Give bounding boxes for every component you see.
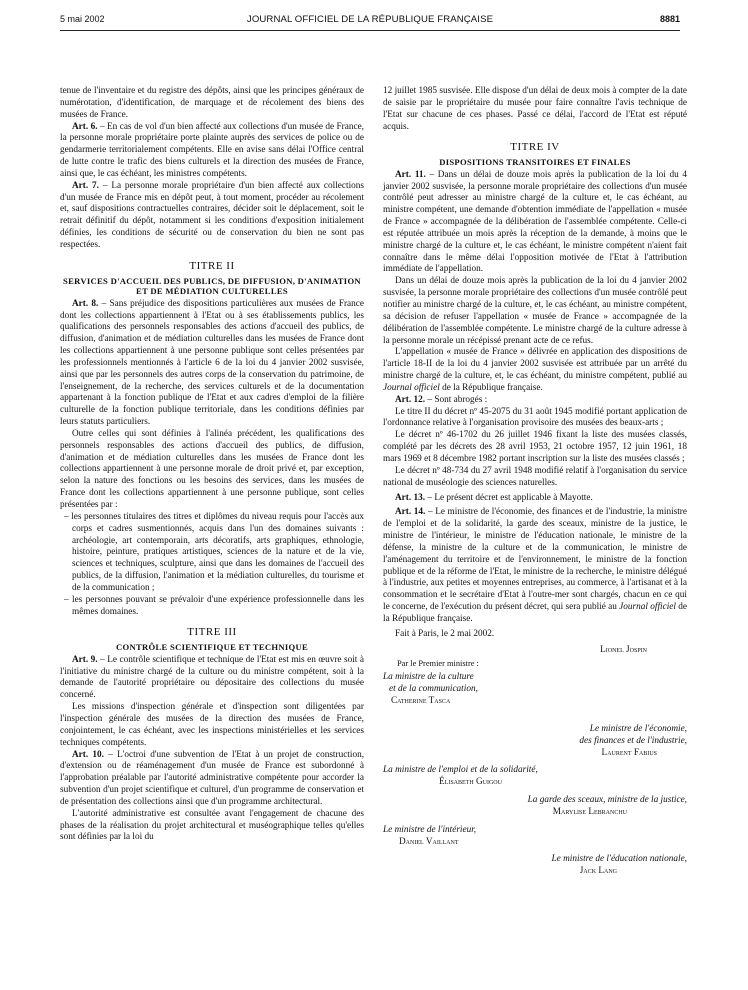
article-14: Art. 14. – Le ministre de l'économie, des finances et de l'industrie, la ministre de l'emploi et de la solidarité, la garde des sceaux, ministre de la justice, le ministre de l'intérieur, le ministre de l'éducation nationale, le ministre de la défense, la ministre de la culture et de la communication, le ministre de l'aménagement du territoire et de l'environnement, le ministre de la fonction publique et de la réforme de l'Etat, le ministre de la recherche, le ministre délégué à l'industrie, aux petites et moyennes entreprises, au commerce, à l'artisanat et à la consommation et le secrétaire d'Etat à l'outre-mer sont chargés, chacun en ce qui le concerne, de l'exécution du présent décret, qui sera publié au Journal officiel de la République française. (383, 507, 687, 624)
article-6: Art. 6. – En cas de vol d'un bien affecté aux collections d'un musée de France, la personne morale propriétaire porte plainte auprès des services de police ou de gendarmerie territorialement compétents. Elle en avise sans délai l'Office central de lutte contre le trafic des biens culturels et la direction des musées de France, ainsi que, le cas échéant, les ministres compétents. (60, 121, 364, 179)
header-title: JOURNAL OFFICIEL DE LA RÉPUBLIQUE FRANÇAISE (246, 14, 494, 25)
title-iii-subtitle: CONTRÔLE SCIENTIFIQUE ET TECHNIQUE (115, 642, 309, 653)
title-iv: TITRE IV (510, 141, 560, 154)
article-13: Art. 13. – Le présent décret est applicable à Mayotte. (395, 492, 593, 503)
paragraph: Le décret nº 46-1702 du 26 juillet 1946 fixant la liste des musées classés, complété par les décrets des 28 avril 1953, 21 octobre 1957, 12 juin 1961, 18 mars 1969 et 8 décembre 1982 portant inscription sur la liste des musées classés ; (383, 430, 687, 464)
header-date: 5 mai 2002 (60, 14, 105, 24)
title-iv-subtitle: DISPOSITIONS TRANSITOIRES ET FINALES (439, 157, 631, 168)
title-ii-subtitle: SERVICES D'ACCUEIL DES PUBLICS, DE DIFFUSION, D'ANIMATION ET DE MÉDIATION CULTURELLES (63, 275, 361, 297)
signature-interior: Le ministre de l'intérieur, Daniel Vaillant (383, 824, 477, 847)
signature-education: Le ministre de l'éducation nationale, Jack Lang (551, 854, 687, 877)
title-iii: TITRE III (187, 626, 237, 639)
paragraph: L'autorité administrative est consultée avant l'engagement de chacune des phases de la réalisation du projet architectural et muséographique telles qu'elles sont définies par la loi du (60, 808, 364, 843)
signature-prime-minister: Lionel Jospin (600, 644, 647, 655)
article-8: Art. 8. – Sans préjudice des dispositions particulières aux musées de France dont les collections appartiennent à l'Etat ou à ses établissements publics, les qualifications des personnels responsables des actions d'accueil des publics, de diffusion, d'animation et de médiation culturelles dans les musées de France dont les collections appartiennent à une personne publique sont celles présentées par les professionnels mentionnés à l'article 6 de la loi du 4 janvier 2002 susvisée, ainsi que par les personnels des autres corps de la conservation du patrimoine, de l'enseignement, de la recherche, des services culturels et de la documentation appartenant à la fonction publique de l'Etat et aux cadres d'emploi de la filière culturelle de la fonction publique territoriale, dans les conditions définies par leurs statuts particuliers. (60, 298, 364, 428)
paragraph: tenue de l'inventaire et du registre des dépôts, ainsi que les principes généraux de numérotation, d'identification, de marquage et de récolement des biens des musées de France. (60, 86, 364, 120)
list-item: – les personnes pouvant se prévaloir d'une expérience professionnelle dans les mêmes domaines. (64, 594, 364, 617)
article-9: Art. 9. – Le contrôle scientifique et technique de l'Etat est mis en œuvre soit à l'initiative du ministre chargé de la culture ou du ministre compétent, soit à la demande de l'autorité propriétaire ou dépositaire des collections du musée concerné. (60, 654, 364, 701)
signature-economy: Le ministre de l'économie, des finances et de l'industrie, Laurent Fabius (579, 723, 687, 758)
paragraph: 12 juillet 1985 susvisée. Elle dispose d'un délai de deux mois à compter de la date de saisie par le propriétaire du musée pour faire connaître l'avis technique de l'Etat sur chacune de ces phases. Passé ce délai, l'accord de l'Etat est réputé acquis. (383, 86, 687, 132)
article-12: Art. 12. – Sont abrogés : (395, 394, 488, 405)
paragraph: Outre celles qui sont définies à l'alinéa précédent, les qualifications des personnels responsables des actions d'accueil des publics, de diffusion, d'animation et de médiation culturelles dans les musées de France dont les collections appartiennent à une personne morale de droit privé et, par exception, selon la nature des fonctions ou les besoins des services, dans les musées de France dont les collections appartiennent à une personne publique, sont celles présentées par : (60, 428, 364, 510)
article-10: Art. 10. – L'octroi d'une subvention de l'Etat à un projet de construction, d'extension ou de réaménagement d'un musée de France est subordonné à l'approbation préalable par l'autorité administrative compétente pour accorder la subvention d'un projet scientifique et culturel, d'un programme de conservation et de présentation des collections ainsi que d'un programme architectural. (60, 749, 365, 807)
article-7: Art. 7. – La personne morale propriétaire d'un bien affecté aux collections d'un musée de France mis en dépôt peut, à tout moment, procéder au récolement et, sauf dispositions contractuelles contraires, décider soit le déplacement, soit le retrait définitif du dépôt, notamment si les conditions d'exposition initialement définies, les conditions de sécurité ou de conservation du bien ne sont pas respectées. (60, 180, 364, 250)
header-page-number: 8881 (659, 14, 680, 24)
right-column (383, 86, 687, 878)
paragraph: Les missions d'inspection générale et d'inspection sont diligentées par l'inspection générale des musées de la direction des musées de France, conjointement, le cas échéant, avec les inspections ministérielles et les services techniques compétents. (60, 702, 364, 748)
list-item: – les personnes titulaires des titres et diplômes du niveau requis pour l'accès aux corps et cadres susmentionnés, acquis dans l'un des domaines suivants : archéologie, art contemporain, arts décoratifs, arts graphiques, ethnologie, histoire, peinture, pratiques artistiques, sciences de la nature et de la vie, sciences et techniques, sculpture, ainsi que dans les domaines de l'accueil des publics, de la diffusion, l'animation et la médiation culturelles, du tourisme et de la communication ; (64, 511, 364, 593)
left-column (60, 86, 364, 844)
title-ii: TITRE II (189, 259, 235, 272)
paragraph: Dans un délai de douze mois après la publication de la loi du 4 janvier 2002 susvisée, la personne morale propriétaire des collections d'un musée contrôlé peut notifier au ministre chargé de la culture, et, le cas échéant, au ministre compétent, sa décision de refuser l'appellation « musée de France » accompagnée de la délibération de l'assemblée compétente. Le ministre chargé de la culture adresse à la personne morale un récépissé prenant acte de ce refus. (383, 276, 687, 346)
header-rule (60, 30, 680, 31)
paragraph: Le décret nº 48-734 du 27 avril 1948 modifié relatif à l'organisation du service national de muséologie des sciences naturelles. (383, 465, 687, 488)
paragraph: Le titre II du décret nº 45-2075 du 31 août 1945 modifié portant application de l'ordonnance relative à l'organisation provisoire des musées des beaux-arts ; (383, 406, 687, 429)
signature-justice: La garde des sceaux, ministre de la justice, Marylise Lebranchu (527, 795, 687, 817)
article-11: Art. 11. – Dans un délai de douze mois après la publication de la loi du 4 janvier 2002 susvisée, la personne morale propriétaire des collections d'un musée contrôlé peut adresser au ministre chargé de la culture et, le cas échéant, au ministre compétent, une demande d'obtention immédiate de l'appellation « musée de France » accompagnée de la délibération de l'assemblée compétente. Celle-ci est réputée attribuée un mois après la réception de la demande, à moins que le ministre chargé de la culture et, le cas échéant, le ministre compétent n'aient fait connaître dans le même délai l'opposition motivée de l'Etat à l'attribution immédiate de l'appellation. (383, 169, 687, 275)
paragraph: L'appellation « musée de France » délivrée en application des dispositions de l'article 18-II de la loi du 4 janvier 2002 susvisée est attribuée par un arrêté du ministre chargé de la culture, et, le cas échéant, du ministre compétent, publié au Journal officiel de la République française. (383, 347, 687, 393)
signature-culture: La ministre de la culture et de la communication, Catherine Tasca (383, 672, 478, 706)
signature-date: Fait à Paris, le 2 mai 2002. (395, 628, 495, 639)
signature-intro: Par le Premier ministre : (397, 659, 479, 669)
signature-employment: La ministre de l'emploi et de la solidarité, Élisabeth Guigou (383, 765, 538, 788)
